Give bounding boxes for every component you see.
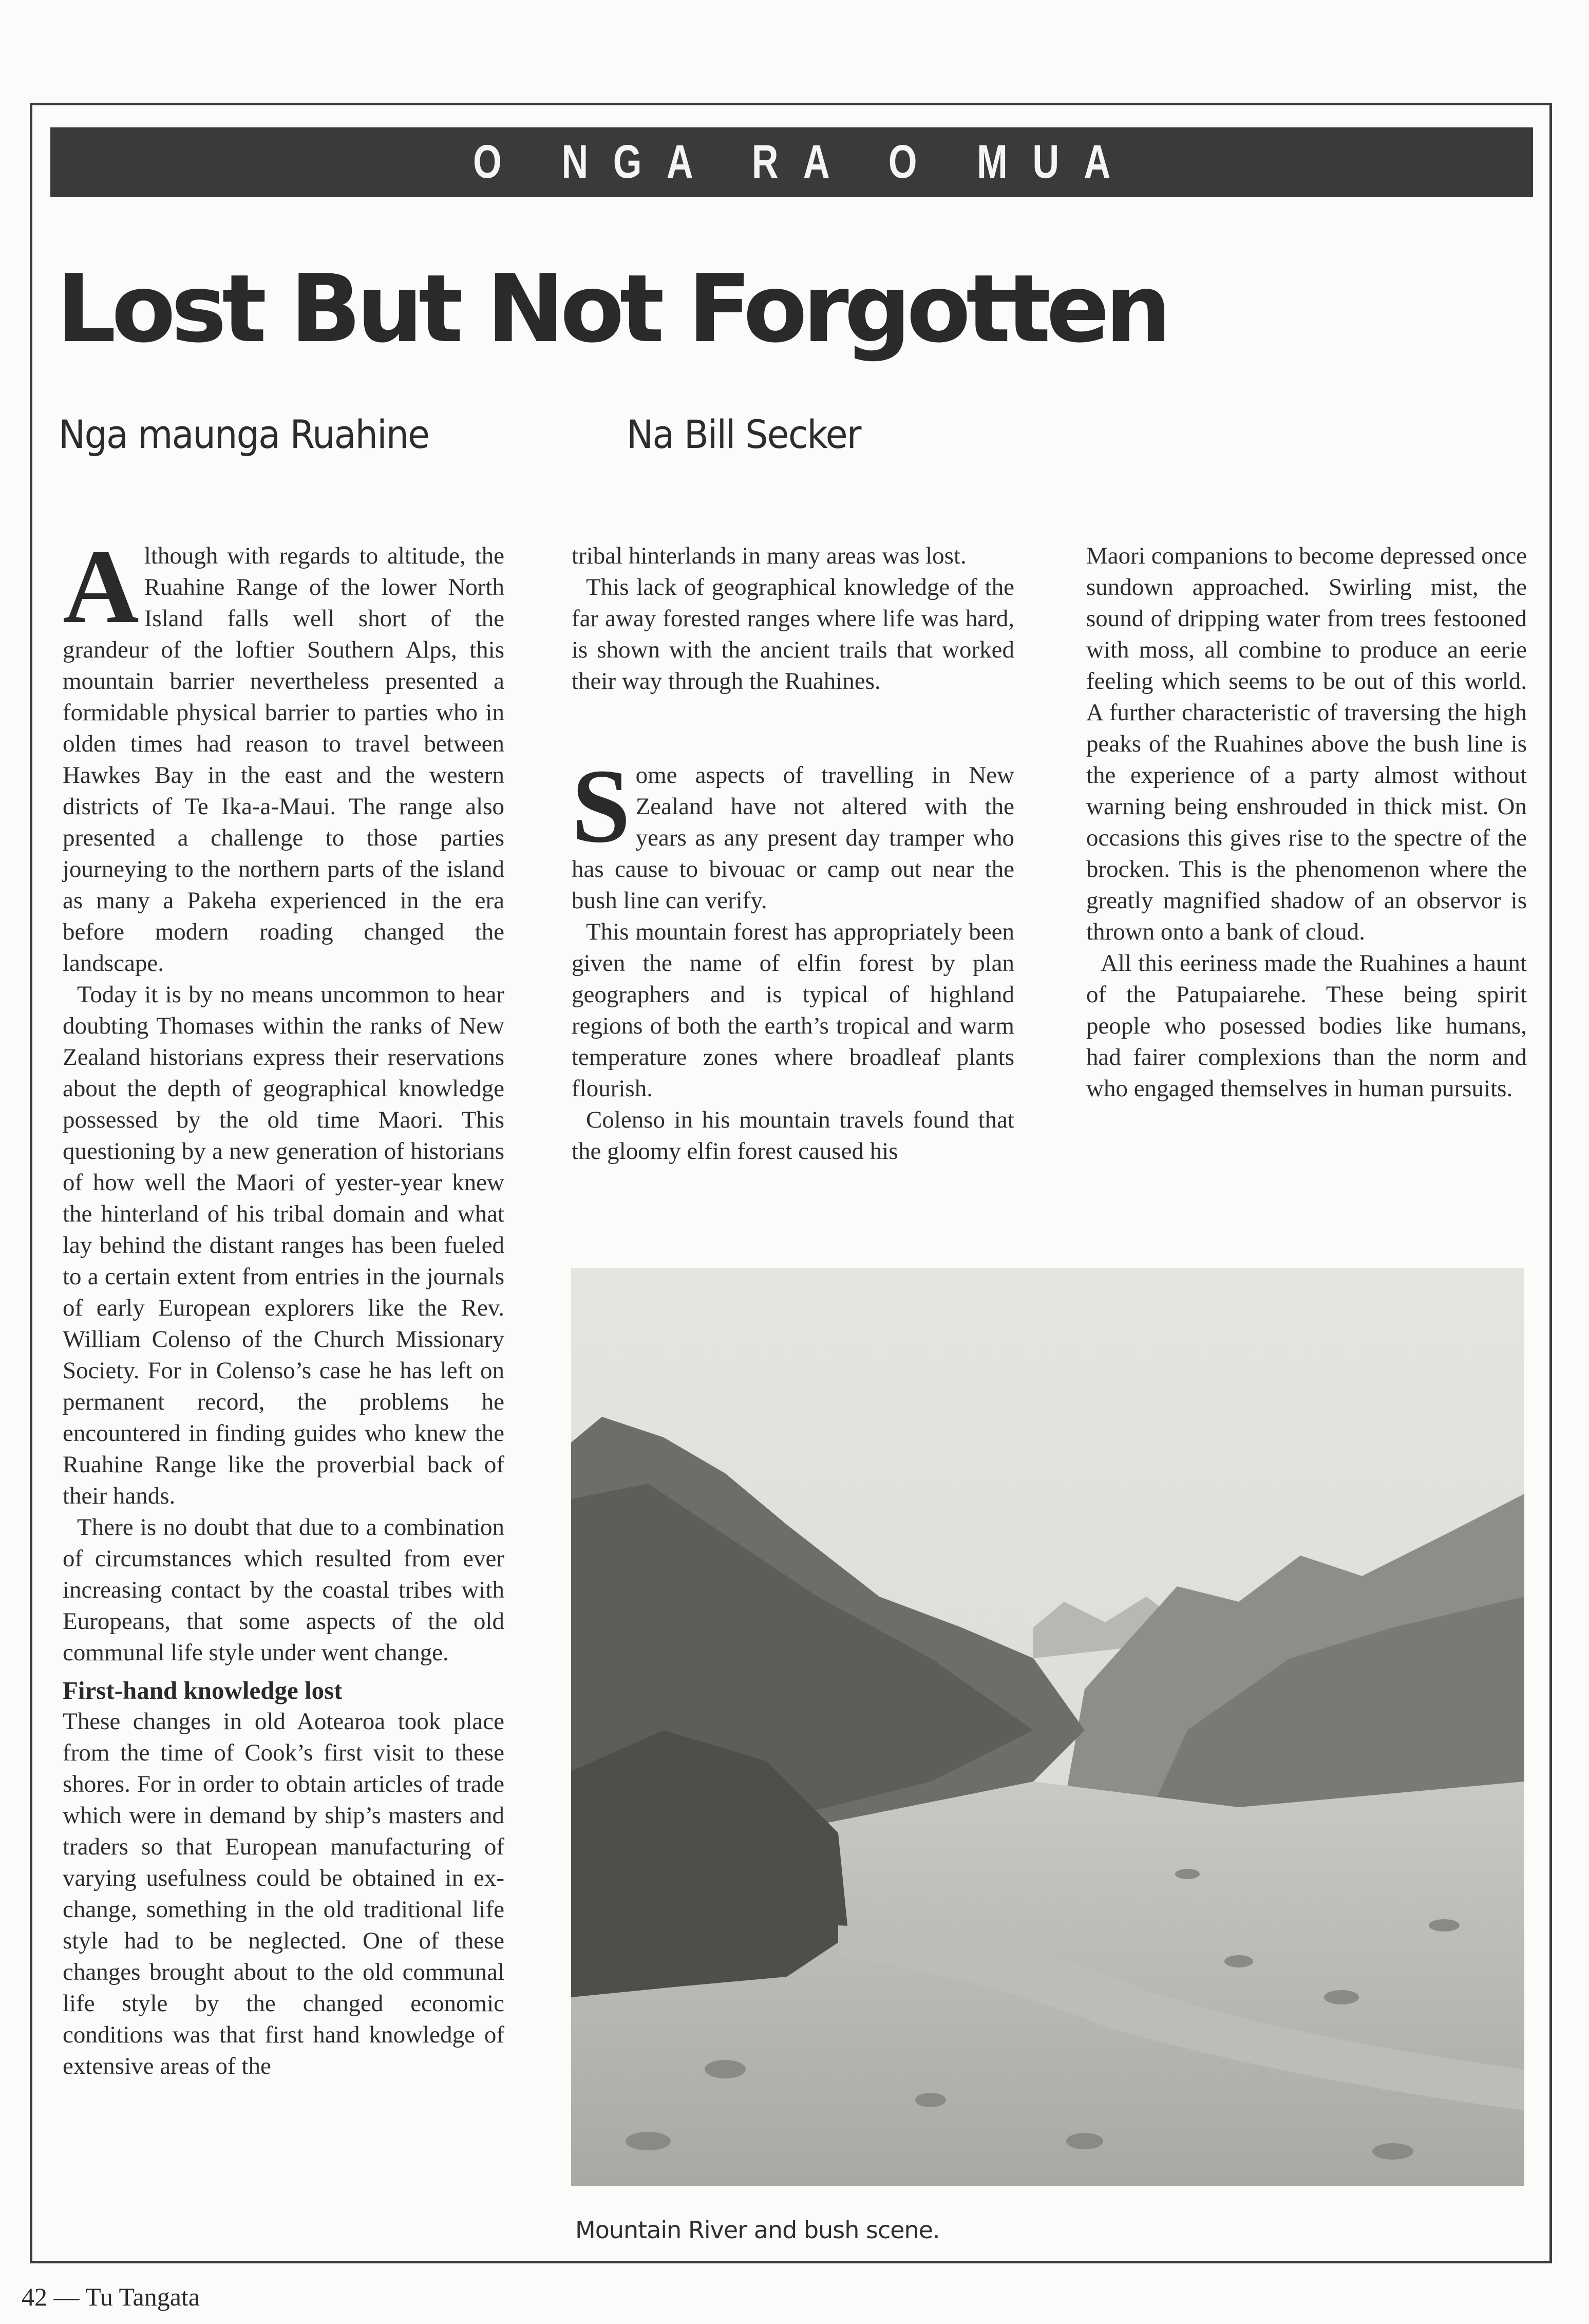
article-byline: Na Bill Secker (627, 411, 861, 457)
mountain-river-photo (571, 1268, 1524, 2186)
paragraph: All this eeriness made the Ruahines a haunt of the Patupaiarehe. These being spirit people who posessed bodies like humans, had fairer complexions than the norm and who engaged themselves in human pursuits. (1086, 950, 1527, 1102)
paragraph: Today it is by no means uncommon to hear doubting Thomases within the ranks of New Zealand historians express their reservations about the depth of geographical knowledge possessed by the old time Maori. This questioning by a new generation of historians of how well the Maori of yester-year knew the hinterland of his tribal domain and what lay behind the distant ranges has been fueled to a certain extent from entries in the journals of early European explorers like the Rev. William Colenso of the Church Missionary Society. For in Colenso’s case he has left on permanent record, the problems he encountered in finding guides who knew the Ruahine Range like the proverbial back of their hands. (63, 981, 504, 1509)
paragraph (572, 747, 1014, 916)
article-headline: Lost But Not Forgotten (56, 254, 1167, 363)
banner-title: O NGA RA O MUA (472, 136, 1136, 188)
paragraph: tribal hinterlands in many areas was lost. (572, 542, 967, 569)
page-footer: 42 — Tu Tangata (22, 2282, 200, 2311)
paragraph: Colenso in his mountain travels found that the gloomy elfin forest caused his (572, 1107, 1014, 1165)
drop-cap: A (63, 528, 139, 645)
paragraph: Maori companions to become depressed once sundown approached. Swirling mist, the sound of dripping water from trees festooned with moss, all combine to produce an eerie feeling which seems to be out of this world. A further characteristic of traversing the high peaks of the Ruahines above the bush line is the experience of a party almost without warning being enshrouded in thick mist. On occasions this gives rise to the spectre of the brocken. This is the phenomenon where the greatly magnified shadow of an observor is thrown onto a bank of cloud. (1086, 542, 1527, 945)
spacer (572, 697, 1014, 760)
paragraph-text: ome aspects of travelling in New Zealand have not altered with the years as any present day tramper who has cause to bivouac or camp out near the bush line can verify. (572, 762, 1014, 914)
drop-cap: S (572, 747, 631, 865)
article-column-2 (572, 540, 1014, 1167)
paragraph: This lack of geographical knowledge of the far away forested ranges where life was hard, is shown with the ancient trails that worked their way through the Ruahines. (572, 574, 1014, 695)
article-subtitle: Nga maunga Ruahine (59, 411, 429, 457)
section-banner (50, 127, 1533, 197)
section-heading: First-hand knowledge lost (63, 1676, 343, 1704)
article-column-1 (63, 528, 504, 2082)
paragraph: There is no doubt that due to a combination of circumstances which resulted from ever increasing contact by the coastal tribes with Europeans, that some aspects of the old communal life style under went change. (63, 1514, 504, 1666)
article-column-3 (1086, 540, 1527, 1104)
landscape-image-icon (571, 1268, 1524, 2186)
paragraph (63, 528, 504, 979)
paragraph: These changes in old Aotearoa took place from the time of Cook’s first visit to these shores. For in order to obtain articles of trade which were in demand by ship’s masters and traders so that European manufacturing of varying usefulness could be obtained in exchange, something in the old traditional life style had to be neglected. One of these changes brought about to the old communal life style by the changed economic conditions was that first hand knowledge of extensive areas of the (63, 1708, 504, 2079)
paragraph-text: lthough with regards to altitude, the Ruahine Range of the lower North Island falls well short of the grandeur of the loftier Southern Alps, this mountain barrier nevertheless presented a formidable physical barrier to parties who in olden times had reason to travel between Hawkes Bay in the east and the western districts of Te Ika-a-Maui. The range also presented a challenge to those parties journeying to the northern parts of the island as many a Pakeha experienced in the era before modern roading changed the landscape. (63, 542, 504, 977)
paragraph: This mountain forest has appropriately been given the name of elfin forest by plan geographers and is typical of highland regions of both the earth’s tropical and warm temperature zones where broadleaf plants flourish. (572, 919, 1014, 1102)
photo-caption: Mountain River and bush scene. (575, 2216, 940, 2244)
